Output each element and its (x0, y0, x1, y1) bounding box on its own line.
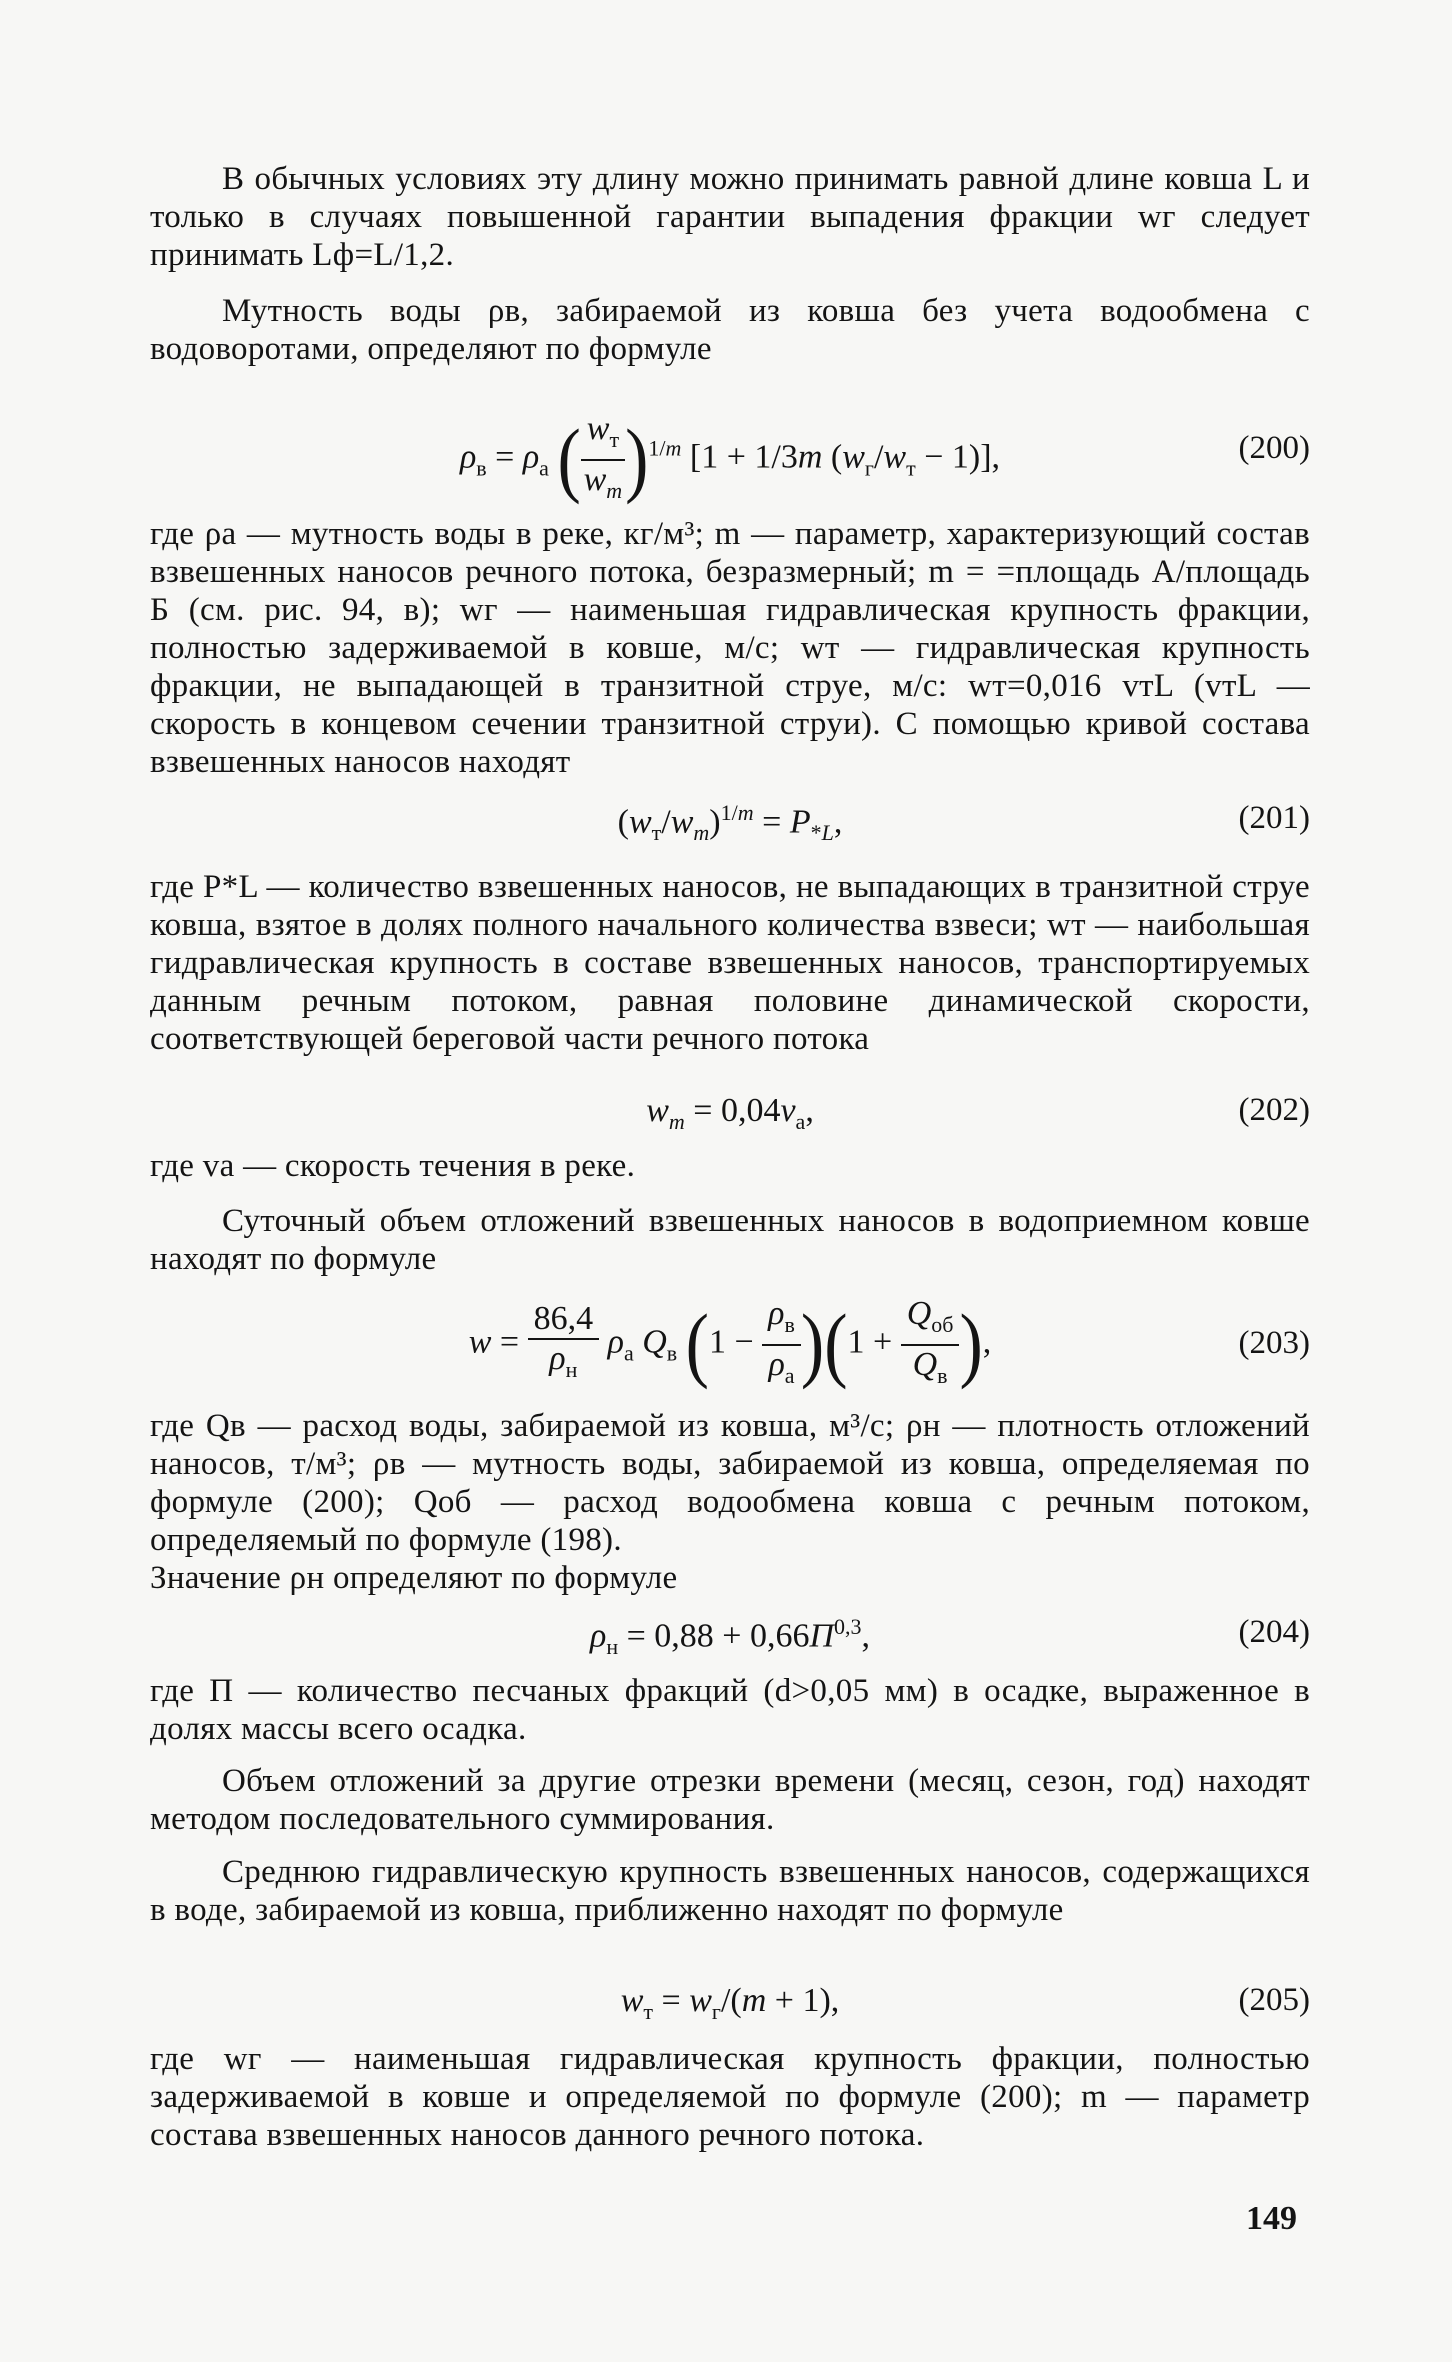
formula-204-expression: $\rho_н = 0,88 + 0,66П^{0,3}$, (589, 1614, 871, 1660)
paragraph-3: где ρа — мутность воды в реке, кг/м³; m — параметр, характеризующий состав взвешенных наносов речного потока, безразмерный; m = =площадь А/площадь Б (см. рис. 94, в); wг — наименьшая гидравлическая крупность фракции, полностью задерживаемой в ковше, м/с; wт — гидравлическая крупность фракции, не выпадающей в транзитной струе, м/с: wт=0,016 vтL (vтL — скорость в концевом сечении транзитной струи). С помощью кривой состава взвешенных наносов находят (150, 516, 1310, 780)
paragraph-4: где P*L — количество взвешенных наносов, не выпадающих в транзитной струе ковша, взятое в долях полного начального количества взвеси; wт — наибольшая гидравлическая крупность в составе взвешенных наносов, транспортируемых данным речным потоком, равная половине динамической скорости, соответствующей береговой части речного потока (150, 869, 1310, 1057)
formula-202-expression: $w_m = 0,04v_а$, (646, 1092, 814, 1134)
formula-201-number: (201) (1238, 800, 1310, 836)
paragraph-5: где vа — скорость течения в реке. (150, 1148, 636, 1184)
formula-205-expression: $w_т = w_г/(m + 1)$, (620, 1982, 840, 2024)
paragraph-7: где Qв — расход воды, забираемой из ковша, м³/с; ρн — плотность отложений наносов, т/м³; ρв — мутность воды, забираемой из ковша, определяемая по формуле (200); Qоб — расход водообмена ковша с речным потоком, определяемый по формуле (198). (150, 1408, 1310, 1558)
paragraph-8: Значение ρн определяют по формуле (150, 1560, 678, 1596)
formula-205-number: (205) (1238, 1982, 1310, 2018)
formula-201-expression: $(w_т/w_m)^{1/m} = P_{*L}$, (617, 800, 843, 846)
formula-200 (150, 400, 1310, 510)
formula-205 (150, 1982, 1310, 2042)
formula-204-number: (204) (1238, 1614, 1310, 1650)
formula-200-expression: $\rho_в = \rho_а$ ( $\frac{w_т}{w_m}$ )$^{1/m}$ [1 + 1/3m $(w_г/w_т - 1)$], (459, 410, 1001, 506)
paragraph-1: В обычных условиях эту длину можно принимать равной длине ковша L и только в случаях повышенной гарантии выпадения фракции wг следует принимать Lф=L/1,2. (150, 161, 1310, 273)
formula-201 (150, 800, 1310, 860)
paragraph-11: Среднюю гидравлическую крупность взвешенных наносов, содержащихся в воде, забираемой из ковша, приближенно находят по формуле (150, 1854, 1310, 1928)
paragraph-2: Мутность воды ρв, забираемой из ковша без учета водообмена с водоворотами, определяют по формуле (150, 293, 1310, 367)
paragraph-9: где П — количество песчаных фракций (d>0,05 мм) в осадке, выраженное в долях массы всего осадка. (150, 1673, 1310, 1747)
paragraph-10: Объем отложений за другие отрезки времени (месяц, сезон, год) находят методом последовательного суммирования. (150, 1763, 1310, 1837)
formula-203-number: (203) (1238, 1325, 1310, 1361)
formula-202-number: (202) (1238, 1092, 1310, 1128)
page-number: 149 (1246, 2200, 1297, 2237)
formula-203 (150, 1290, 1310, 1400)
formula-200-number: (200) (1238, 430, 1310, 466)
formula-202 (150, 1092, 1310, 1152)
paragraph-12: где wг — наименьшая гидравлическая крупность фракции, полностью задерживаемой в ковше и определяемой по формуле (200); m — параметр состава взвешенных наносов данного речного потока. (150, 2041, 1310, 2153)
formula-203-expression: w = $\frac{86,4}{\rho_н}$ $\rho_а$ $Q_в$ (1 − $\frac{\rho_в}{\rho_а}$ )(1 + $\frac{Q_{об}}{Q_в}$ ), (468, 1295, 992, 1391)
paragraph-6: Суточный объем отложений взвешенных наносов в водоприемном ковше находят по формуле (150, 1203, 1310, 1277)
formula-204 (150, 1614, 1310, 1674)
